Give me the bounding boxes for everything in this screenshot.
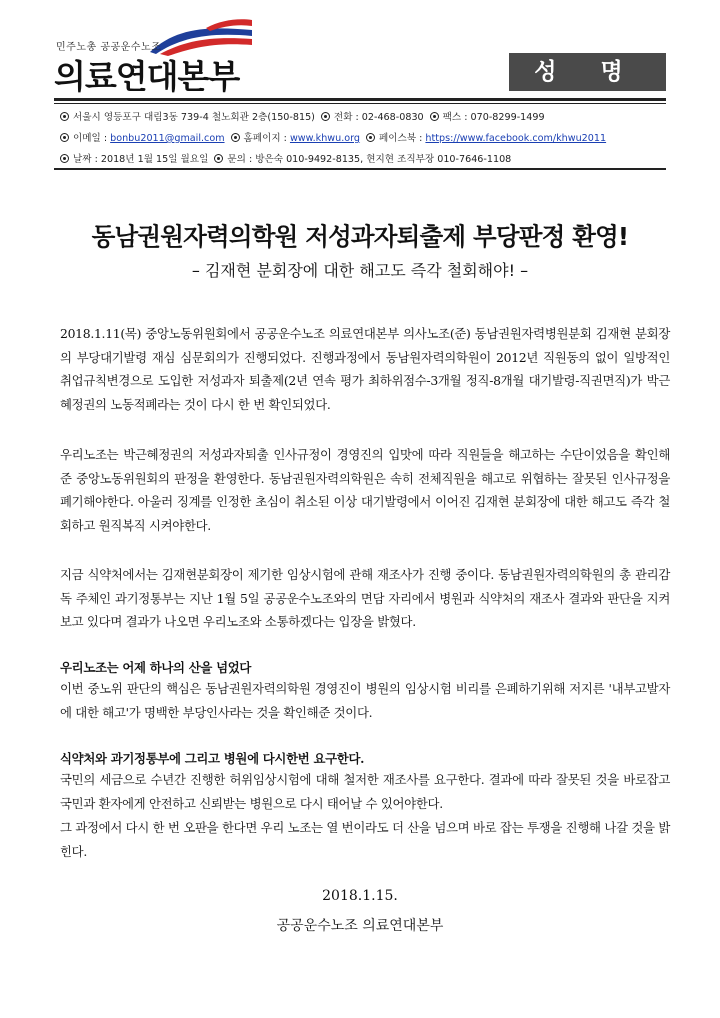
bullet-icon [366, 133, 375, 142]
fax: 팩스 : 070-8299-1499 [442, 112, 545, 123]
paragraph-4: 이번 중노위 판단의 핵심은 동남권원자력의학원 경영진이 병원의 임상시험 비리를 은폐하기위해 저지른 '내부고발자에 대한 해고'가 명백한 부당인사라는 것을 확인해준 것이다. [60, 681, 670, 720]
page-subtitle: – 김재현 분회장에 대한 해고도 즉각 철회해야! – [191, 261, 529, 280]
homepage-link[interactable]: www.khwu.org [289, 133, 361, 144]
bullet-icon [231, 133, 240, 142]
issue-date: 날짜 : 2018년 1월 15일 월요일 [73, 154, 209, 165]
paragraph-5a: 국민의 세금으로 수년간 진행한 허위임상시험에 대해 철저한 재조사를 요구한다. 결과에 따라 잘못된 것을 바로잡고 국민과 환자에게 안전하고 신뢰받는 병원으로 다시 태어날 수 있어야한다. [60, 772, 670, 811]
bullet-icon [60, 112, 69, 121]
phone: 전화 : 02-468-0830 [333, 112, 424, 123]
bullet-icon [60, 133, 69, 142]
address: 서울시 영등포구 대림3동 739-4 철노회관 2층(150-815) [73, 112, 315, 123]
bullet-icon [60, 154, 69, 163]
contact-line-online [60, 130, 606, 144]
paragraph-3: 지금 식약처에서는 김재현분회장이 제기한 임상시험에 관해 재조사가 진행 중이다. 동남권원자력의학원의 총 관리감독 주체인 과기정통부는 지난 1월 5일 공공운수노조와의 면담 자리에서 병원과 식약처의 재조사 결과와 판단을 지켜보고 있다며 결과가 나오면 우리노조와 소통하겠다는 입장을 밝혔다. [60, 567, 670, 630]
logo-title: 의료연대본부 [54, 57, 240, 96]
issuing-organization: 공공운수노조 의료연대본부 [276, 918, 444, 934]
statement-badge: 성 명 [509, 53, 666, 91]
contact-line-date [60, 151, 511, 165]
email-label: 이메일 : [73, 133, 111, 144]
logo-subtitle: 민주노총 공공운수노조 [56, 42, 162, 53]
inquiry-contact: 문의 : 방은숙 010-9492-8135, 현지현 조직부장 010-7646-1108 [227, 154, 512, 165]
section-heading-1: 우리노조는 어제 하나의 산을 넘었다 [60, 660, 252, 675]
email-link[interactable]: bonbu2011@gmail.com [110, 133, 225, 144]
header-divider-thin [54, 103, 666, 104]
facebook-link[interactable]: https://www.facebook.com/khwu2011 [425, 133, 607, 144]
facebook-label: 페이스북 : [379, 133, 426, 144]
bullet-icon [214, 154, 223, 163]
header-divider [54, 98, 666, 101]
paragraph-2: 우리노조는 박근혜정권의 저성과자퇴출 인사규정이 경영진의 입맛에 따라 직원들을 해고하는 수단이었음을 확인해 준 중앙노동위원회의 판정을 환영한다. 동남권원자력의학원은 속히 전체직원을 해고로 위협하는 잘못된 인사규정을 폐기해야한다. 아울러 징계를 인정한 초심이 취소된 이상 대기발령에서 이어진 김재현 분회장에 대한 해고도 즉각 철회하고 원직복직 시켜야한다. [60, 447, 670, 534]
page-title: 동남권원자력의학원 저성과자퇴출제 부당판정 환영! [91, 222, 629, 251]
statement-date: 2018.1.15. [322, 888, 398, 904]
section-heading-2: 식약처와 과기정통부에 그리고 병원에 다시한번 요구한다. [60, 751, 365, 766]
bullet-icon [321, 112, 330, 121]
paragraph-1: 2018.1.11(목) 중앙노동위원회에서 공공운수노조 의료연대본부 의사노조(준) 동남권원자력병원분회 김재현 분회장의 부당대기발령 재심 심문회의가 진행되었다. 진행과정에서 동남원자력의학원이 2012년 직원동의 없이 일방적인 취업규칙변경으로 도입한 저성과자 퇴출제(2년 연속 평가 최하위점수-3개월 정직-8개월 대기발령-직권면직)가 박근혜정권의 노동적폐라는 것이 다시 한 번 확인되었다. [60, 326, 670, 413]
homepage-label: 홈페이지 : [243, 133, 290, 144]
contact-line-address [60, 109, 545, 123]
paragraph-5b: 그 과정에서 다시 한 번 오판을 한다면 우리 노조는 열 번이라도 더 산을 넘으며 바로 잡는 투쟁을 진행해 나갈 것을 밝힌다. [60, 820, 671, 859]
header-bottom-divider [54, 168, 666, 170]
bullet-icon [430, 112, 439, 121]
union-logo [54, 18, 254, 98]
